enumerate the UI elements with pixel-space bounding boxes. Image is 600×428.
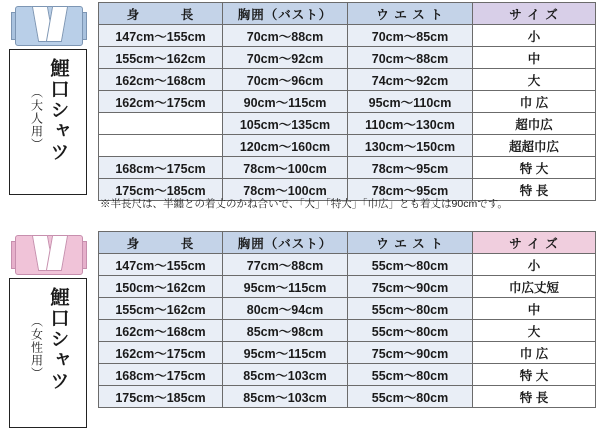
cell-bust: 85cm〜98cm [223, 320, 348, 342]
table-row [99, 342, 596, 364]
cell-height: 162cm〜168cm [99, 320, 223, 342]
table-row [99, 320, 596, 342]
cell-height: 168cm〜175cm [99, 364, 223, 386]
table-row [99, 276, 596, 298]
table-row [99, 69, 596, 91]
women-size-table [98, 231, 596, 408]
cell-waist: 70cm〜85cm [348, 25, 473, 47]
cell-size: 大 [473, 320, 596, 342]
cell-height: 147cm〜155cm [99, 25, 223, 47]
cell-bust: 78cm〜100cm [223, 179, 348, 201]
cell-bust: 77cm〜88cm [223, 254, 348, 276]
cell-size: 特 長 [473, 179, 596, 201]
cell-height: 147cm〜155cm [99, 254, 223, 276]
cell-height [99, 135, 223, 157]
cell-bust: 120cm〜160cm [223, 135, 348, 157]
table-row [99, 364, 596, 386]
table-row [99, 386, 596, 408]
adult-size-block [4, 2, 596, 201]
cell-bust: 95cm〜115cm [223, 342, 348, 364]
cell-waist: 55cm〜80cm [348, 364, 473, 386]
column-header-waist: ウ エ ス ト [348, 3, 473, 25]
cell-waist: 78cm〜95cm [348, 157, 473, 179]
cell-waist: 55cm〜80cm [348, 254, 473, 276]
shirt-icon [11, 2, 85, 46]
cell-waist: 95cm〜110cm [348, 91, 473, 113]
cell-size: 小 [473, 25, 596, 47]
cell-size: 中 [473, 298, 596, 320]
women-product-name-box [9, 278, 87, 428]
adult-label-column [4, 2, 92, 195]
cell-bust: 85cm〜103cm [223, 364, 348, 386]
women-product-subtitle: （女性用） [29, 315, 44, 380]
cell-size: 特 長 [473, 386, 596, 408]
cell-waist: 55cm〜80cm [348, 386, 473, 408]
cell-size: 巾 広 [473, 342, 596, 364]
cell-size: 特 大 [473, 157, 596, 179]
table-row [99, 47, 596, 69]
cell-bust: 70cm〜92cm [223, 47, 348, 69]
cell-height: 150cm〜162cm [99, 276, 223, 298]
adult-table-wrap [98, 2, 596, 201]
cell-height: 162cm〜168cm [99, 69, 223, 91]
cell-size: 特 大 [473, 364, 596, 386]
adult-product-name-box [9, 49, 87, 195]
column-header-height: 身 長 [99, 232, 223, 254]
table-header-row [99, 232, 596, 254]
table-row [99, 254, 596, 276]
cell-waist: 70cm〜88cm [348, 47, 473, 69]
women-table-wrap [98, 231, 596, 408]
cell-height: 162cm〜175cm [99, 91, 223, 113]
cell-bust: 95cm〜115cm [223, 276, 348, 298]
women-product-name: 鯉口シャツ [47, 287, 69, 392]
column-header-height: 身 長 [99, 3, 223, 25]
cell-waist: 75cm〜90cm [348, 276, 473, 298]
cell-height: 168cm〜175cm [99, 157, 223, 179]
cell-waist: 75cm〜90cm [348, 342, 473, 364]
table-row [99, 135, 596, 157]
cell-waist: 78cm〜95cm [348, 179, 473, 201]
cell-waist: 110cm〜130cm [348, 113, 473, 135]
women-label-column [4, 231, 92, 428]
footnote: ※半長尺は、半纏との着丈のかね合いで、「大」「特大」「巾広」とも着丈は90cmです。 [100, 198, 508, 210]
cell-bust: 70cm〜88cm [223, 25, 348, 47]
table-row [99, 157, 596, 179]
cell-height [99, 113, 223, 135]
table-row [99, 113, 596, 135]
shirt-icon [11, 231, 85, 275]
cell-height: 155cm〜162cm [99, 298, 223, 320]
adult-product-name: 鯉口シャツ [47, 58, 69, 163]
cell-size: 中 [473, 47, 596, 69]
table-header-row [99, 3, 596, 25]
column-header-bust: 胸囲（バスト） [223, 232, 348, 254]
column-header-bust: 胸囲（バスト） [223, 3, 348, 25]
women-size-block [4, 231, 596, 428]
table-row [99, 91, 596, 113]
column-header-waist: ウ エ ス ト [348, 232, 473, 254]
cell-height: 175cm〜185cm [99, 386, 223, 408]
adult-size-table [98, 2, 596, 201]
cell-size: 超超巾広 [473, 135, 596, 157]
adult-product-subtitle: （大人用） [29, 86, 44, 151]
cell-bust: 70cm〜96cm [223, 69, 348, 91]
column-header-size: サ イ ズ [473, 232, 596, 254]
cell-size: 巾 広 [473, 91, 596, 113]
column-header-size: サ イ ズ [473, 3, 596, 25]
cell-height: 175cm〜185cm [99, 179, 223, 201]
cell-size: 小 [473, 254, 596, 276]
cell-bust: 80cm〜94cm [223, 298, 348, 320]
cell-height: 155cm〜162cm [99, 47, 223, 69]
cell-waist: 55cm〜80cm [348, 298, 473, 320]
table-row [99, 298, 596, 320]
cell-size: 巾広丈短 [473, 276, 596, 298]
cell-size: 大 [473, 69, 596, 91]
cell-bust: 78cm〜100cm [223, 157, 348, 179]
cell-height: 162cm〜175cm [99, 342, 223, 364]
cell-bust: 105cm〜135cm [223, 113, 348, 135]
cell-waist: 74cm〜92cm [348, 69, 473, 91]
cell-waist: 130cm〜150cm [348, 135, 473, 157]
cell-bust: 85cm〜103cm [223, 386, 348, 408]
cell-size: 超巾広 [473, 113, 596, 135]
table-row [99, 25, 596, 47]
cell-bust: 90cm〜115cm [223, 91, 348, 113]
cell-waist: 55cm〜80cm [348, 320, 473, 342]
